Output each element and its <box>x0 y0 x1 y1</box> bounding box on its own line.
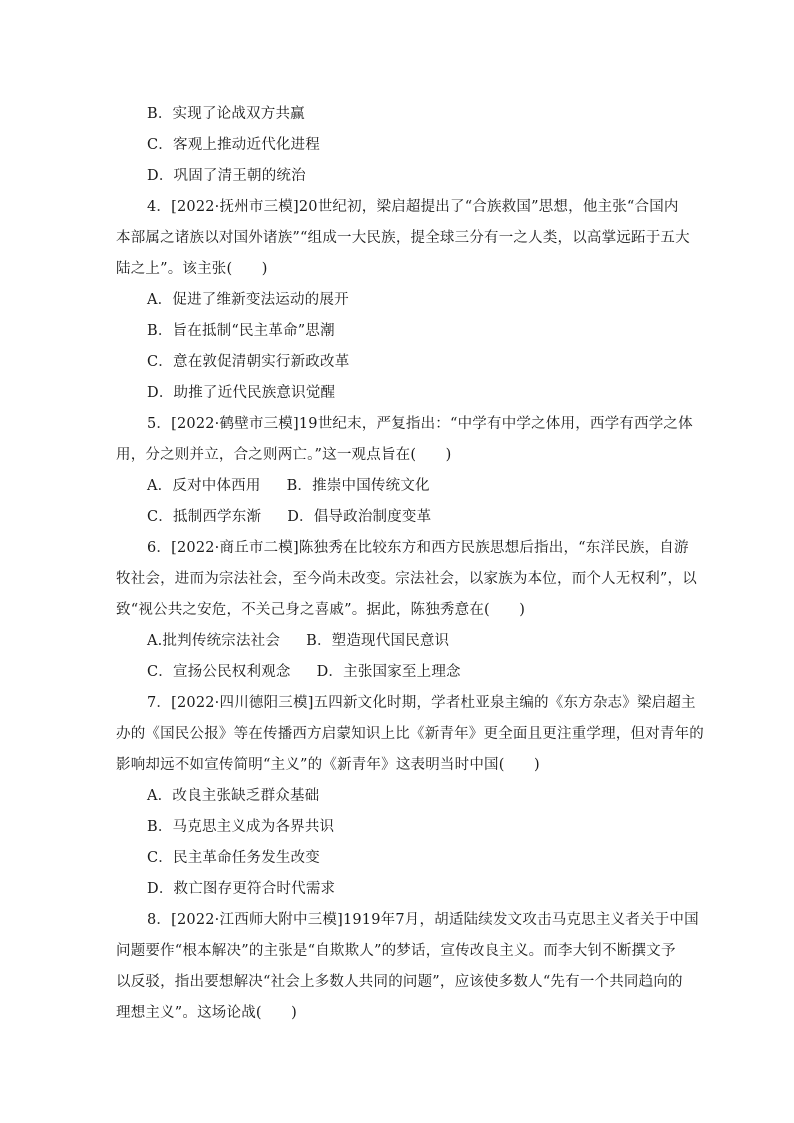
q6-option-b: B．塑造现代国民意识 <box>306 633 450 649</box>
q5-stem-line-2: 用，分之则并立，合之则两亡。”这一观点旨在( ) <box>116 447 452 463</box>
q7-stem-line-1: 7．[2022·四川德阳三模]五四新文化时期，学者杜亚泉主编的《东方杂志》梁启超主 <box>147 695 696 711</box>
q4-option-d: D．助推了近代民族意识觉醒 <box>147 385 336 401</box>
q4-stem-line-3: 陆之上”。该主张( ) <box>116 261 268 277</box>
q6-options-row-1 <box>147 631 449 651</box>
q7-option-b: B．马克思主义成为各界共识 <box>147 819 335 835</box>
q5-option-b: B．推崇中国传统文化 <box>286 478 430 494</box>
q8-stem-line-4: 理想主义”。这场论战( ) <box>116 1005 298 1021</box>
prev-option-b: B．实现了论战双方共赢 <box>147 106 305 122</box>
q8-stem-line-3: 以反驳，指出要想解决“社会上多数人共同的问题”，应该使多数人“先有一个共同趋向的 <box>116 974 683 990</box>
q4-option-c: C．意在敦促清朝实行新政改革 <box>147 354 350 370</box>
q4-stem-line-1: 4．[2022·抚州市三模]20世纪初，梁启超提出了“合族救国”思想，他主张“合国内 <box>147 199 679 215</box>
q4-stem-line-2: 本部属之诸族以对国外诸族”“组成一大民族，提全球三分有一之人类，以高掌远跖于五大 <box>116 230 690 246</box>
q6-option-d: D．主张国家至上理念 <box>316 664 461 680</box>
q4-option-b: B．旨在抵制“民主革命”思潮 <box>147 323 335 339</box>
q8-stem-line-2: 问题要作“根本解决”的主张是“自欺欺人”的梦话，宣传改良主义。而李大钊不断撰文予 <box>116 943 676 959</box>
q7-stem-line-2: 办的《国民公报》等在传播西方启蒙知识上比《新青年》更全面且更注重学理，但对青年的 <box>116 726 704 742</box>
q5-option-c: C．抵制西学东渐 <box>147 509 262 525</box>
q7-option-a: A．改良主张缺乏群众基础 <box>147 788 320 804</box>
q5-options-row-2 <box>147 507 431 527</box>
q6-options-row-2 <box>147 662 461 682</box>
q7-option-d: D．救亡图存更符合时代需求 <box>147 881 336 897</box>
q7-option-c: C．民主革命任务发生改变 <box>147 850 320 866</box>
q6-option-a: A.批判传统宗法社会 <box>147 633 281 649</box>
q6-stem-line-2: 牧社会，进而为宗法社会，至今尚未改变。宗法社会，以家族为本位，而个人无权利”，以 <box>116 571 697 587</box>
q7-stem-line-3: 影响却远不如宣传简明“主义”的《新青年》这表明当时中国( ) <box>116 757 540 773</box>
prev-option-d: D．巩固了清王朝的统治 <box>147 168 306 184</box>
q4-option-a: A．促进了维新变法运动的展开 <box>147 292 349 308</box>
prev-option-c: C．客观上推动近代化进程 <box>147 137 320 153</box>
q5-stem-line-1: 5．[2022·鹤壁市三模]19世纪末，严复指出：“中学有中学之体用，西学有西学之体 <box>147 416 693 432</box>
q5-option-a: A．反对中体西用 <box>147 478 261 494</box>
q5-option-d: D．倡导政治制度变革 <box>287 509 432 525</box>
q6-stem-line-1: 6．[2022·商丘市二模]陈独秀在比较东方和西方民族思想后指出，“东洋民族，自游 <box>147 540 689 556</box>
q5-options-row-1 <box>147 476 430 496</box>
q6-stem-line-3: 致“视公共之安危，不关己身之喜戚”。据此，陈独秀意在( ) <box>116 602 526 618</box>
q6-option-c: C．宣扬公民权利观念 <box>147 664 291 680</box>
q8-stem-line-1: 8．[2022·江西师大附中三模]1919年7月，胡适陆续发文攻击马克思主义者关于中国 <box>147 912 699 928</box>
